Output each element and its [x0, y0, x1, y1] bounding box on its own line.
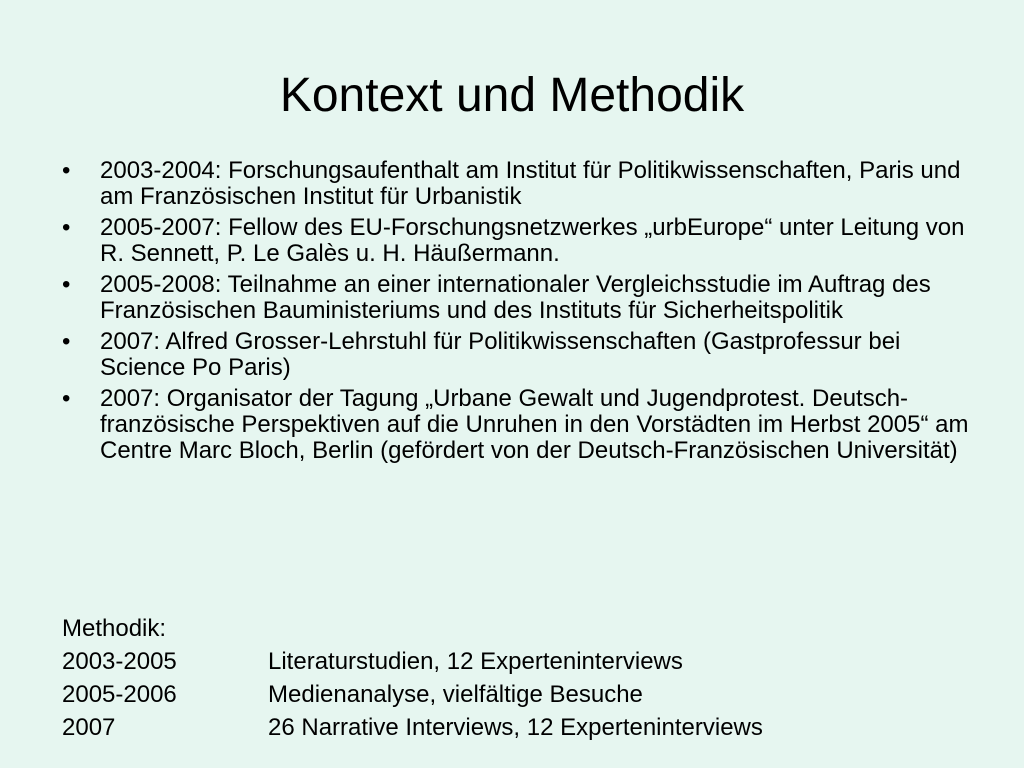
bullet-list	[62, 158, 982, 469]
methodik-description: 26 Narrative Interviews, 12 Experteninterviews	[268, 714, 763, 741]
methodik-row	[62, 711, 982, 744]
bullet-icon: •	[62, 271, 71, 298]
methodik-section	[62, 612, 982, 744]
methodik-row	[62, 645, 982, 678]
bullet-icon: •	[62, 385, 71, 412]
list-item	[62, 272, 982, 324]
methodik-year: 2003-2005	[62, 648, 177, 675]
bullet-text: 2007: Alfred Grosser-Lehrstuhl für Politikwissenschaften (Gastprofessur bei Science Po Paris)	[100, 328, 901, 381]
slide-title: Kontext und Methodik	[279, 69, 745, 122]
methodik-year: 2007	[62, 714, 116, 741]
list-item	[62, 158, 982, 210]
methodik-description: Literaturstudien, 12 Experteninterviews	[268, 648, 683, 675]
list-item	[62, 386, 982, 464]
methodik-year: 2005-2006	[62, 681, 177, 708]
methodik-heading: Methodik:	[62, 615, 167, 642]
methodik-row	[62, 678, 982, 711]
bullet-icon: •	[62, 157, 71, 184]
bullet-text: 2005-2008: Teilnahme an einer internationaler Vergleichsstudie im Auftrag des Französischen Bauministeriums und des Instituts für Sicherheitspolitik	[100, 271, 931, 324]
methodik-description: Medienanalyse, vielfältige Besuche	[268, 681, 643, 708]
bullet-icon: •	[62, 214, 71, 241]
list-item	[62, 215, 982, 267]
bullet-text: 2003-2004: Forschungsaufenthalt am Institut für Politikwissenschaften, Paris und am Französischen Institut für Urbanistik	[100, 157, 961, 210]
bullet-text: 2005-2007: Fellow des EU-Forschungsnetzwerkes „urbEurope“ unter Leitung von R. Sennett, P. Le Galès u. H. Häußermann.	[100, 214, 965, 267]
bullet-icon: •	[62, 328, 71, 355]
bullet-text: 2007: Organisator der Tagung „Urbane Gewalt und Jugendprotest. Deutsch-französische Perspektiven auf die Unruhen in den Vorstädten im Herbst 2005“ am Centre Marc Bloch, Berlin (gefördert von der Deutsch-Französischen Universität)	[100, 385, 969, 464]
list-item	[62, 329, 982, 381]
